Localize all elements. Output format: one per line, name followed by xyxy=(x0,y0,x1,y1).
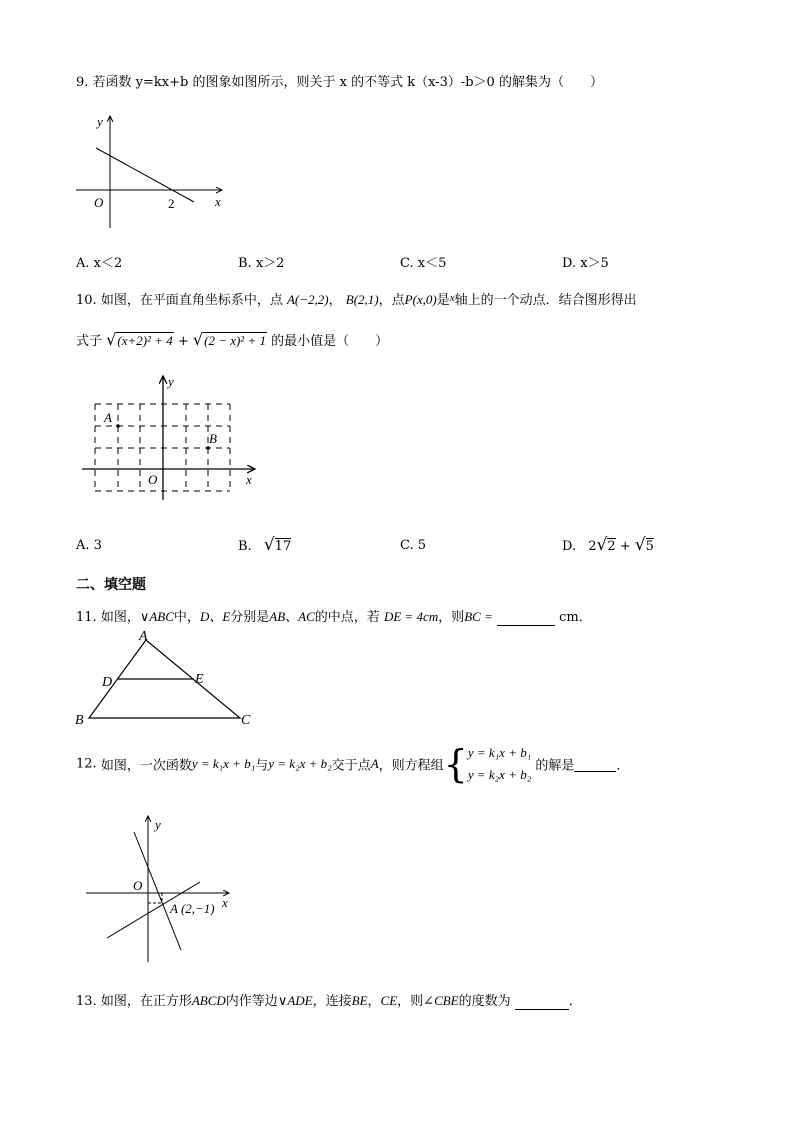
q11-triangle: ∨ABC xyxy=(139,609,174,624)
q10-number: 10. xyxy=(76,293,97,308)
q12-eq1: y = k₁x + b₁ xyxy=(191,756,256,771)
q12-x-label: x xyxy=(222,895,228,910)
q11-number: 11. xyxy=(76,610,97,625)
q10-point-a: A(−2,2) xyxy=(286,292,329,307)
q13-triangle: ∨ADE xyxy=(277,993,313,1008)
q10-stem-line1 xyxy=(76,289,637,308)
q10-option-b[interactable]: B. √17 xyxy=(238,535,292,555)
q12-origin-label: O xyxy=(133,878,143,893)
q10-line2-suffix: 的最小值是（ ） xyxy=(271,334,389,349)
q10-y-label: y xyxy=(168,374,174,389)
q11-label-b: B xyxy=(75,713,84,728)
q10-origin-label: O xyxy=(148,472,158,487)
q9-option-b[interactable]: B. x＞2 xyxy=(238,256,285,271)
q12-answer-blank[interactable] xyxy=(574,756,616,772)
q10-radical-1: √(x+2)² + 4 xyxy=(106,330,173,349)
q10-var-x: x xyxy=(449,292,455,304)
q12-brace: { xyxy=(443,742,468,786)
q11-answer-blank[interactable] xyxy=(497,610,555,626)
q12-eq2: y = k₂x + b₂ xyxy=(268,756,332,771)
q10-line2-prefix: 式子 xyxy=(76,334,103,349)
q10-graph xyxy=(80,372,262,502)
q11-label-d: D xyxy=(102,675,113,690)
q13-number: 13. xyxy=(76,994,97,1009)
q10-stem-line2: 式子 √(x+2)² + 4 + √(2 − x)² + 1 的最小值是（ ） xyxy=(76,330,389,349)
q12-number: 12. xyxy=(76,756,97,772)
q11-label-c: C xyxy=(241,713,251,728)
q9-stem xyxy=(76,71,603,90)
q10-point-b-label: B xyxy=(209,431,217,446)
q11-stem: 11. 如图，∨ABC中，D、E分别是AB、AC的中点，若 DE = 4cm，则BC = cm． xyxy=(76,609,592,625)
q10-text-2: ，点 xyxy=(378,293,405,308)
q10-option-d[interactable]: D. 2√2 + √5 xyxy=(562,535,654,555)
q10-sep: ， xyxy=(328,293,342,308)
q13-stem: 13. 如图，在正方形ABCD内作等边∨ADE，连接BE，CE，则∠CBE的度数为 ． xyxy=(76,993,582,1009)
q12-y-label: y xyxy=(155,817,161,832)
q10-text-3: 是 xyxy=(436,293,450,308)
q9-option-d[interactable]: D. x＞5 xyxy=(562,256,609,271)
q13-angle: ∠CBE xyxy=(423,993,459,1008)
q12-system: y = k₁x + b₁ y = k₂x + b₂ xyxy=(467,745,532,782)
q9-graph xyxy=(70,110,240,235)
q9-option-a[interactable]: A. x＜2 xyxy=(76,256,123,271)
q13-answer-blank[interactable] xyxy=(515,994,569,1010)
q13-square: ABCD xyxy=(191,993,226,1008)
q10-point-a-dot xyxy=(116,424,120,428)
q11-triangle-figure xyxy=(72,626,262,730)
q10-text-4: 轴上的一个动点．结合图形得出 xyxy=(454,293,637,308)
section-fill-in-title: 二、填空题 xyxy=(76,577,146,593)
q10-option-a[interactable]: A. 3 xyxy=(76,538,102,553)
q11-label-e: E xyxy=(195,672,204,687)
q12-point-label: A (2,−1) xyxy=(170,901,215,916)
q10-point-b: B(2,1) xyxy=(345,292,379,307)
q9-function-line xyxy=(96,148,194,202)
q9-intercept-label: 2 xyxy=(168,196,175,211)
q9-x-label: x xyxy=(215,194,221,209)
q12-stem: 12. 如图，一次函数y = k₁x + b₁与y = k₂x + b₂交于点A，则方程组{y = k₁x + b₁ y = k₂x + b₂ 的解是 ． xyxy=(76,742,630,786)
q11-label-a: A xyxy=(139,629,148,644)
q10-option-c[interactable]: C. 5 xyxy=(400,538,427,553)
q10-point-b-dot xyxy=(206,446,210,450)
q9-y-label: y xyxy=(97,114,103,129)
q9-option-c[interactable]: C. x＜5 xyxy=(400,256,447,271)
q10-x-label: x xyxy=(246,472,252,487)
q9-origin-label: O xyxy=(94,195,104,210)
q10-point-p: P(x,0) xyxy=(404,292,437,307)
q10-text-1: 如图，在平面直角坐标系中，点 xyxy=(100,293,283,308)
q10-radical-2: √(2 − x)² + 1 xyxy=(192,330,266,349)
q9-number: 9. xyxy=(76,75,89,90)
q12-graph xyxy=(82,812,242,967)
q9-text: 若函数 y=kx+b 的图象如图所示，则关于 x 的不等式 k（x-3）-b＞0 的解集为（ ） xyxy=(92,75,603,90)
q10-point-a-label: A xyxy=(104,410,112,425)
